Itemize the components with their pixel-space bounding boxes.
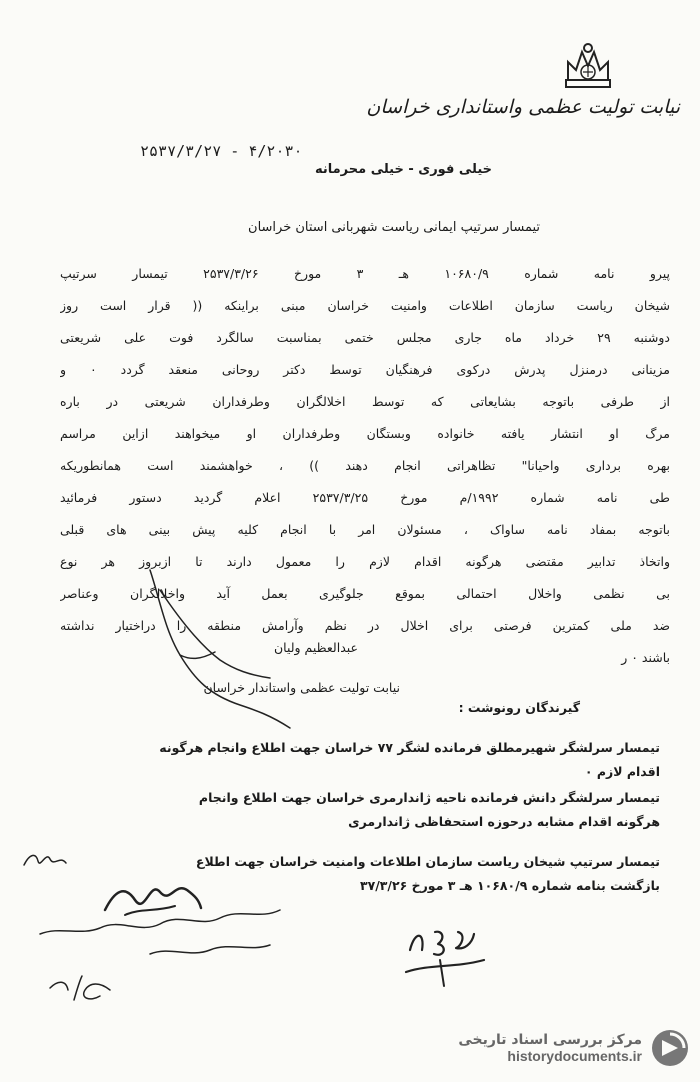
- handwritten-note: [30, 890, 290, 1010]
- letterhead-organization: نیابت تولیت عظمی واستانداری خراسان: [366, 96, 680, 118]
- cc-heading: گیرندگان رونوشت :: [458, 700, 580, 715]
- body-line: مزینانی درمنزل پدرش درکوی فرهنگیان توسط دکتر روحانی منعقد گردد ۰ و: [60, 362, 670, 377]
- handwritten-file-number: [400, 920, 490, 990]
- watermark-title: مرکز بررسی اسناد تاریخی: [458, 1032, 642, 1048]
- classification-label: خیلی فوری - خیلی محرمانه: [314, 162, 492, 177]
- body-line: از طرفی باتوجه بشایعاتی که توسط اخلالگران وطرفداران شریعتی در باره: [60, 394, 670, 409]
- body-line: واتخاذ تدابیر مقتضی هرگونه اقدام لازم را معمول دارند تا ازبروز هر نوع: [60, 554, 670, 569]
- signatory-title: نیابت تولیت عظمی واستاندار خراسان: [203, 680, 400, 695]
- cc-line: بازگشت بنامه شماره ۱۰۶۸۰/۹ هـ ۳ مورخ ۳۷/۳/۲۶: [359, 878, 660, 893]
- body-line: شیخان ریاست سازمان اطلاعات وامنیت خراسان مبنی براینکه (( قرار است روز: [60, 298, 670, 313]
- cc-line: تیمسار سرلشگر شهیرمطلق فرمانده لشگر ۷۷ خراسان جهت اطلاع وانجام هرگونه: [159, 740, 660, 755]
- cc-line: هرگونه اقدام مشابه درحوزه استحفاظی ژاندارمری: [348, 814, 660, 829]
- body-line: طی نامه شماره ۱۹۹۲/م مورخ ۲۵۳۷/۳/۲۵ اعلام گردید دستور فرمائید: [60, 490, 670, 505]
- body-line: مرگ او انتشار یافته خانواده وبستگان وطرفداران او میخواهند ازاین مراسم: [60, 426, 670, 441]
- addressee: تیمسار سرتیپ ایمانی ریاست شهربانی استان خراسان: [248, 220, 540, 235]
- cc-recipient: [80, 736, 660, 784]
- cc-line: اقدام لازم ۰: [584, 764, 660, 779]
- cc-recipient: [80, 786, 660, 834]
- crown-emblem-icon: [560, 40, 616, 92]
- body-line: ضد ملی کمترین فرصتی برای اخلال در نظم وآرامش منطقه را دراختیار نداشته: [60, 618, 670, 633]
- cc-line: تیمسار سرلشگر دانش فرمانده ناحیه ژاندارمری خراسان جهت اطلاع وانجام: [198, 790, 660, 805]
- body-line: باشند ۰ ر: [621, 650, 670, 665]
- handwritten-initials: [20, 845, 70, 875]
- archive-logo-icon: [650, 1028, 690, 1068]
- cc-line: تیمسار سرتیپ شیخان ریاست سازمان اطلاعات وامنیت خراسان جهت اطلاع: [195, 854, 660, 869]
- body-line: دوشنبه ۲۹ خرداد ماه جاری مجلس ختمی بمناسبت سالگرد فوت علی شریعتی: [60, 330, 670, 345]
- body-line: پیرو نامه شماره ۱۰۶۸۰/۹ هـ ۳ مورخ ۲۵۳۷/۳/۲۶ تیمسار سرتیپ: [60, 266, 670, 281]
- signatory-name: عبدالعظیم ولیان: [273, 640, 358, 655]
- body-line: بی نظمی واخلال احتمالی بموقع جلوگیری بعمل آید واخلالگران وعناصر: [60, 586, 670, 601]
- body-line: باتوجه بمفاد نامه ساواک ، مسئولان امر با انجام کلیه پیش بینی های قبلی: [60, 522, 670, 537]
- document-number: ۲۵۳۷/۳/۲۷ - ۴/۲۰۳۰: [140, 142, 303, 160]
- watermark: [458, 1028, 690, 1068]
- body-line: بهره برداری واحیانا" تظاهراتی انجام دهند )) ، خواهشمند است همانطوریکه: [60, 458, 670, 473]
- watermark-url: historydocuments.ir: [507, 1048, 642, 1064]
